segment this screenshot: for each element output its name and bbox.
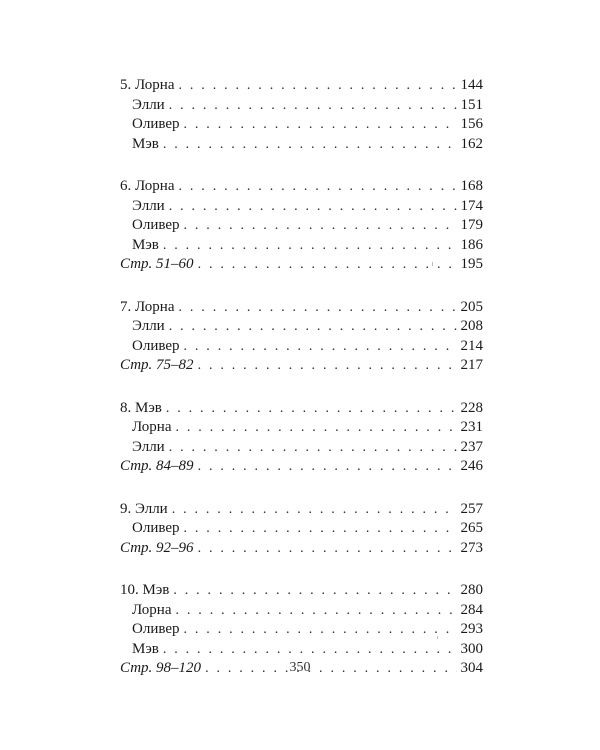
- toc-sub-entry: [120, 620, 483, 640]
- toc-pages-entry: [120, 539, 483, 559]
- toc-entry-label: Стр. 51–60: [120, 256, 194, 272]
- toc-chapter-entry: [120, 76, 483, 96]
- toc-group: [120, 399, 483, 477]
- toc-sub-entry: [120, 197, 483, 217]
- toc-entry-page: 205: [460, 298, 483, 315]
- toc-sub-entry: [120, 216, 483, 236]
- toc-entry-label: Оливер: [132, 337, 180, 354]
- toc-entry-label: 7. Лорна: [120, 298, 175, 315]
- toc-entry-page: 174: [460, 197, 483, 214]
- toc-entry-label: 8. Мэв: [120, 399, 162, 416]
- toc-entry-page: 304: [460, 660, 483, 676]
- toc-entry-page: 214: [460, 337, 483, 354]
- toc-entry-label: Мэв: [132, 135, 159, 152]
- dot-leader: [169, 317, 457, 337]
- dot-leader: [172, 500, 457, 520]
- dot-leader: [184, 216, 457, 236]
- toc-sub-entry: [120, 135, 483, 155]
- dot-leader: [163, 640, 457, 660]
- toc-entry-label: Элли: [132, 318, 165, 334]
- print-speck: [432, 262, 433, 266]
- dot-leader: [179, 76, 457, 96]
- toc-group: [120, 500, 483, 559]
- dot-leader: [166, 399, 457, 419]
- page-number: 350: [289, 660, 311, 675]
- toc-entry-label: Оливер: [132, 116, 180, 132]
- toc-entry-page: 237: [460, 438, 483, 455]
- dot-leader: [198, 457, 457, 477]
- toc-sub-entry: [120, 236, 483, 256]
- toc-sub-entry: [120, 96, 483, 116]
- toc-entry-label: Стр. 92–96: [120, 539, 194, 556]
- dot-leader: [163, 135, 457, 155]
- toc-entry-page: 151: [460, 96, 483, 113]
- toc-group: [120, 76, 483, 154]
- toc-sub-entry: [120, 317, 483, 337]
- dot-leader: [169, 197, 457, 217]
- dot-leader: [184, 519, 457, 539]
- toc-entry-label: Элли: [132, 96, 165, 113]
- toc-entry-page: 293: [460, 621, 483, 637]
- toc-entry-label: Стр. 75–82: [120, 357, 194, 373]
- toc-entry-page: 168: [460, 178, 483, 194]
- dot-leader: [198, 539, 457, 559]
- toc-entry-page: 284: [460, 601, 483, 618]
- toc-entry-page: 228: [460, 399, 483, 416]
- toc-pages-entry: [120, 255, 483, 275]
- toc-chapter-entry: [120, 298, 483, 318]
- toc-sub-entry: [120, 418, 483, 438]
- toc-entry-label: 6. Лорна: [120, 178, 175, 194]
- toc-entry-label: Элли: [132, 438, 165, 455]
- toc-entry-label: Мэв: [132, 236, 159, 253]
- toc-entry-label: Элли: [132, 197, 165, 214]
- toc-entry-label: Лорна: [132, 601, 172, 618]
- toc-sub-entry: [120, 519, 483, 539]
- print-speck: [437, 636, 438, 639]
- toc-entry-page: 162: [460, 135, 483, 152]
- toc-pages-entry: [120, 457, 483, 477]
- dot-leader: [179, 177, 457, 197]
- toc-entry-page: 208: [460, 318, 483, 334]
- toc-entry-page: 265: [460, 520, 483, 536]
- toc-chapter-entry: [120, 581, 483, 601]
- toc-pages-entry: [120, 356, 483, 376]
- toc-entry-page: 231: [460, 419, 483, 435]
- toc-entry-page: 273: [460, 539, 483, 556]
- toc-entry-page: 217: [460, 357, 483, 373]
- toc-entry-page: 246: [460, 458, 483, 474]
- dot-leader: [184, 337, 457, 357]
- dot-leader: [179, 298, 457, 318]
- dot-leader: [176, 418, 457, 438]
- toc-entry-label: Мэв: [132, 640, 159, 657]
- dot-leader: [198, 356, 457, 376]
- toc-sub-entry: [120, 115, 483, 135]
- dot-leader: [184, 620, 457, 640]
- toc-chapter-entry: [120, 500, 483, 520]
- dot-leader: [198, 255, 457, 275]
- toc-entry-page: 300: [460, 640, 483, 657]
- toc-entry-label: Стр. 84–89: [120, 458, 194, 474]
- dot-leader: [176, 601, 457, 621]
- toc-entry-page: 280: [460, 582, 483, 598]
- toc-group: [120, 298, 483, 376]
- toc-chapter-entry: [120, 399, 483, 419]
- toc-sub-entry: [120, 337, 483, 357]
- dot-leader: [169, 438, 457, 458]
- toc-group: [120, 177, 483, 275]
- table-of-contents: [120, 76, 483, 702]
- toc-sub-entry: [120, 640, 483, 660]
- toc-sub-entry: [120, 601, 483, 621]
- toc-entry-label: 9. Элли: [120, 500, 168, 517]
- toc-entry-label: Стр. 98–120: [120, 660, 202, 676]
- toc-entry-label: Оливер: [132, 520, 180, 536]
- toc-entry-page: 186: [460, 236, 483, 253]
- toc-entry-label: Лорна: [132, 419, 172, 435]
- toc-entry-label: 5. Лорна: [120, 77, 175, 93]
- toc-chapter-entry: [120, 177, 483, 197]
- dot-leader: [163, 236, 457, 256]
- dot-leader: [173, 581, 456, 601]
- toc-entry-page: 156: [460, 116, 483, 132]
- dot-leader: [184, 115, 457, 135]
- toc-entry-page: 179: [460, 217, 483, 233]
- toc-entry-label: Оливер: [132, 621, 180, 637]
- toc-sub-entry: [120, 438, 483, 458]
- toc-entry-page: 257: [460, 500, 483, 517]
- toc-entry-page: 195: [460, 256, 483, 272]
- toc-entry-label: 10. Мэв: [120, 582, 170, 598]
- dot-leader: [169, 96, 457, 116]
- toc-entry-label: Оливер: [132, 217, 180, 233]
- toc-entry-page: 144: [460, 77, 483, 93]
